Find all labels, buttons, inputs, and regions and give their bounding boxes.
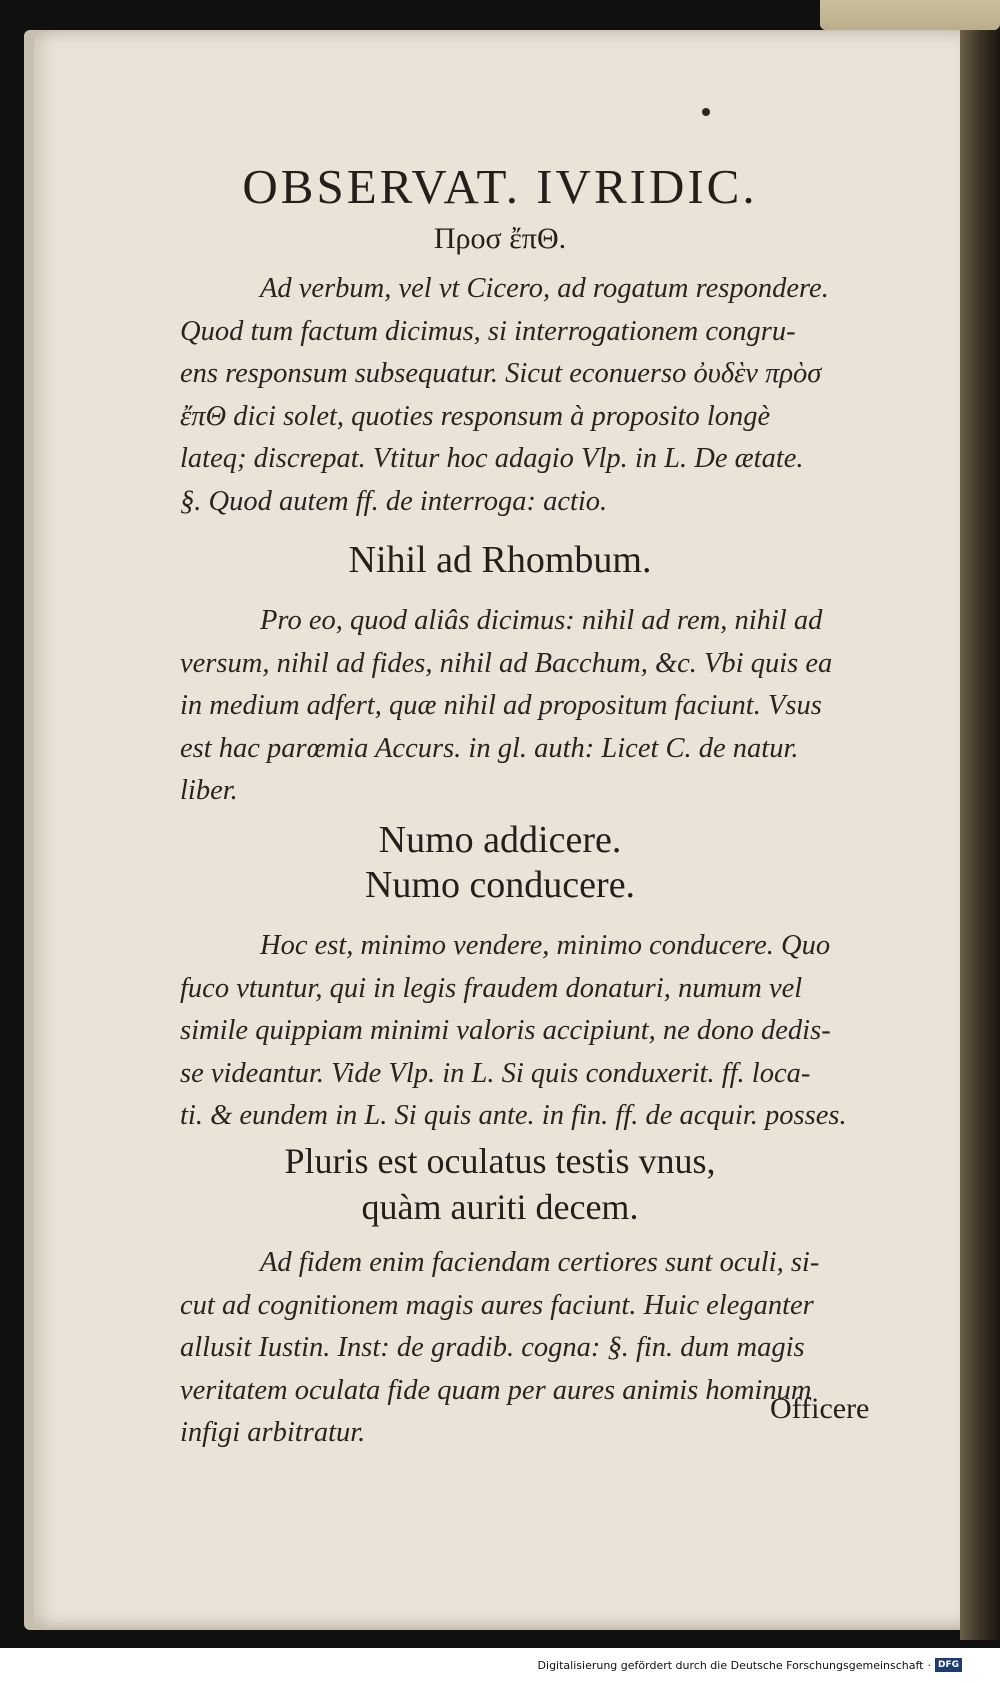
bookmark-strip [820, 0, 1000, 30]
section-heading: Numo addicere. [378, 819, 622, 861]
text-line: veritatem oculata fide quam per aures animis hominum [180, 1374, 812, 1406]
section-heading-line-2: Numo conducere. [364, 864, 636, 906]
text-line: simile quippiam minimi valoris accipiunt, ne dono dedis- [180, 1015, 831, 1046]
text-line: in medium adfert, quæ nihil ad propositum faciunt. Vsus [180, 690, 822, 721]
text-line: Quod tum factum dicimus, si interrogationem congru- [180, 315, 796, 347]
text-line: ens responsum subsequatur. Sicut econuerso ὀυδὲν πρὸσ [180, 358, 822, 389]
section-heading: Pluris est oculatus testis vnus, [284, 1141, 716, 1181]
section-heading: Προσ ἔπΘ. [433, 222, 567, 255]
text-line: §. Quod autem ff. de interroga: actio. [180, 485, 608, 517]
section-heading-line-2: quàm auriti decem. [361, 1187, 639, 1227]
text-line: est hac parœmia Accurs. in gl. auth: Licet C. de natur. [180, 732, 799, 764]
text-line: Pro eo, quod aliâs dicimus: nihil ad rem, nihil ad [260, 605, 823, 636]
section-paragraph [180, 925, 905, 1138]
text-line: ἔπΘ dici solet, quoties responsum à proposito longè [180, 400, 771, 432]
text-line: ti. & eundem in L. Si quis ante. in fin. ff. de acquir. posses. [180, 1100, 847, 1131]
text-line: cut ad cognitionem magis aures faciunt. Huic eleganter [180, 1289, 814, 1321]
text-line: liber. [180, 775, 238, 806]
text-line: Ad fidem enim faciendam certiores sunt oculi, si- [260, 1247, 820, 1278]
digitization-credit: Digitalisierung gefördert durch die Deutsche Forschungsgemeinschaft · DFG [538, 1658, 962, 1672]
catchword: Officere [770, 1392, 870, 1425]
credit-text: Digitalisierung gefördert durch die Deutsche Forschungsgemeinschaft [537, 1658, 924, 1672]
text-line: fuco vtuntur, qui in legis fraudem donaturi, numum vel [180, 972, 803, 1004]
text-line: lateq; discrepat. Vtitur hoc adagio Vlp. in L. De ætate. [180, 443, 804, 474]
text-line: versum, nihil ad fides, nihil ad Bacchum, &c. Vbi quis ea [180, 647, 833, 679]
text-line: se videantur. Vide Vlp. in L. Si quis conduxerit. ff. loca- [180, 1057, 811, 1089]
section-paragraph [180, 600, 905, 813]
text-line: Ad verbum, vel vt Cicero, ad rogatum respondere. [260, 273, 829, 304]
ink-dot [702, 108, 710, 116]
section-heading: Nihil ad Rhombum. [348, 539, 652, 581]
section-paragraph [180, 268, 905, 523]
text-line: Hoc est, minimo vendere, minimo conducere. Quo [260, 930, 831, 961]
dfg-logo: DFG [935, 1658, 962, 1672]
text-line: allusit Iustin. Inst: de gradib. cogna: §. fin. dum magis [180, 1332, 805, 1363]
text-line: infigi arbitratur. [180, 1417, 366, 1448]
running-head: OBSERVAT. IVRIDIC. [242, 159, 758, 214]
